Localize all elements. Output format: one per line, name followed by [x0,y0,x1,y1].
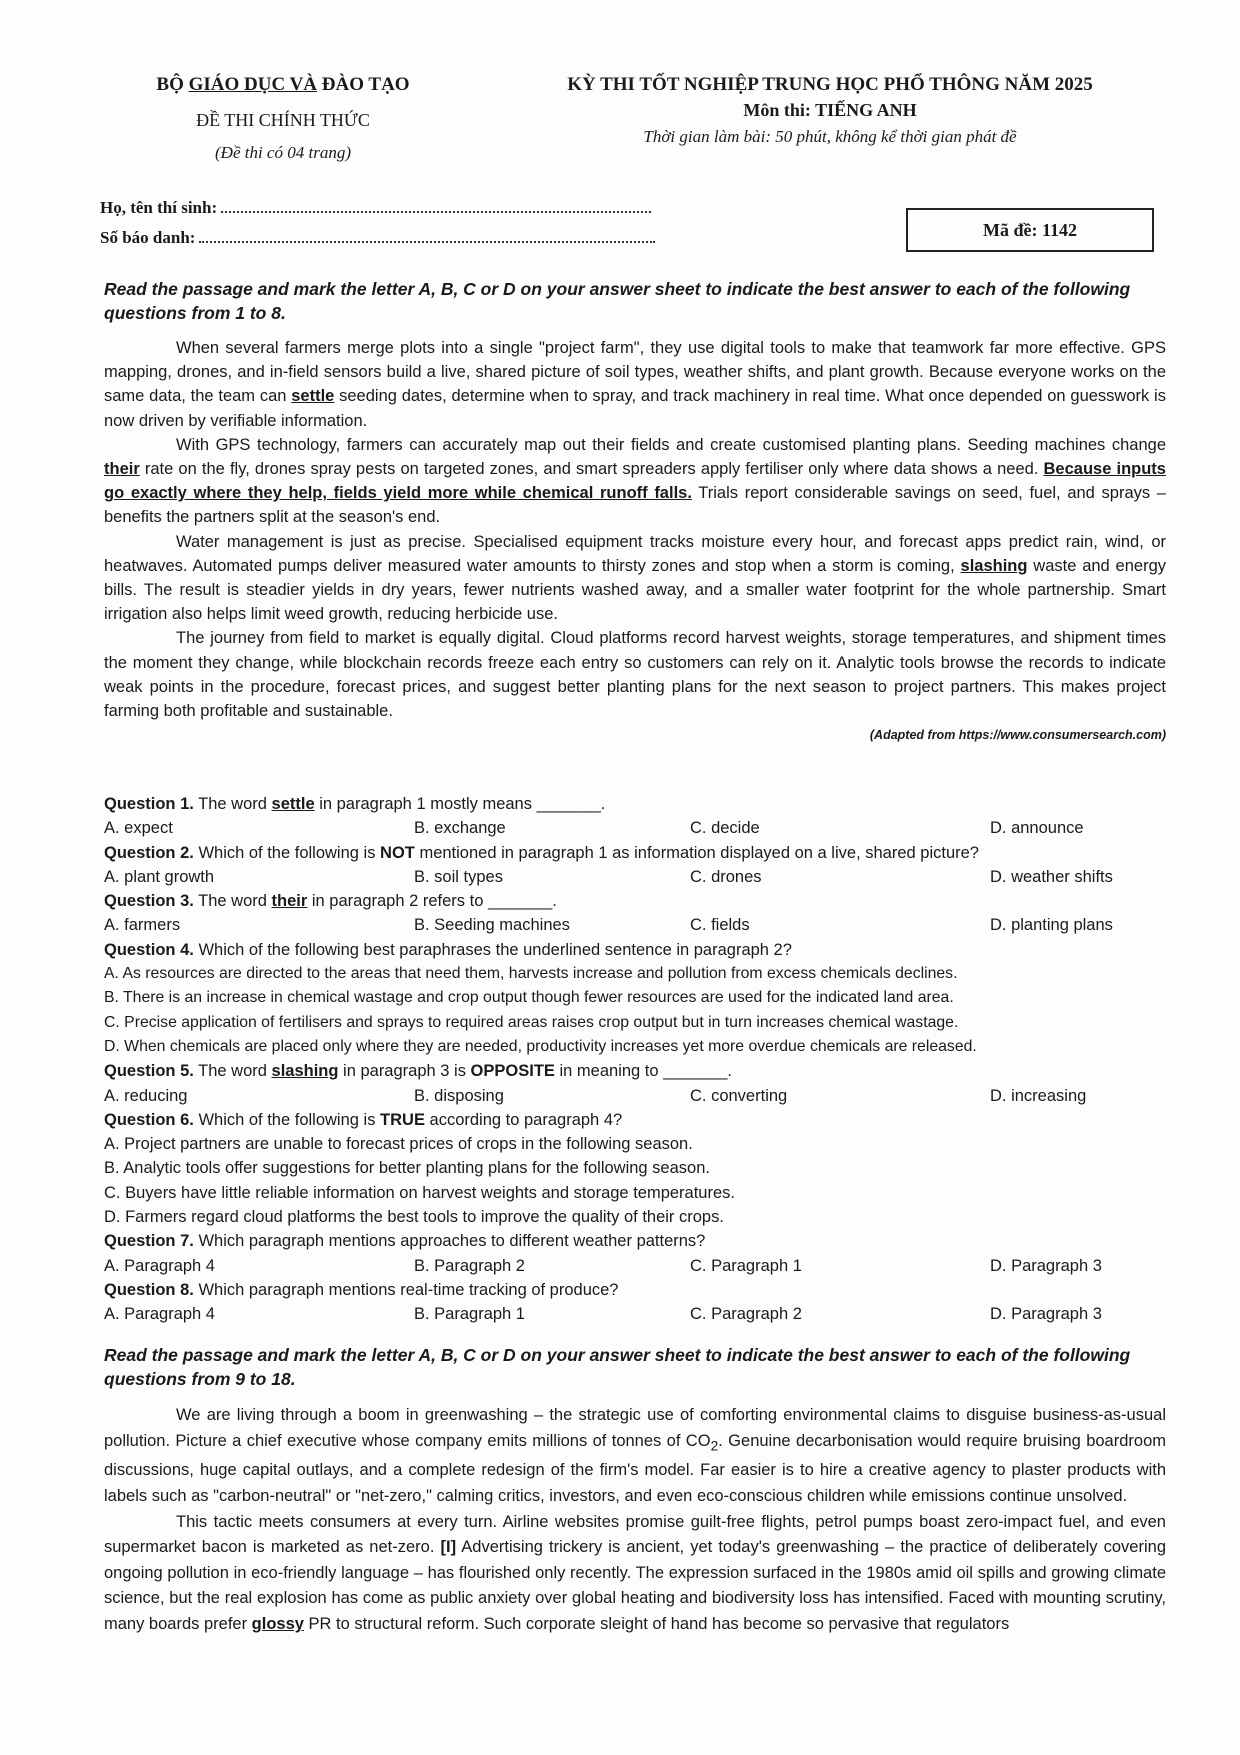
q8-option-b[interactable]: B. Paragraph 1 [414,1305,525,1324]
section2-instruction: Read the passage and mark the letter A, B, C or D on your answer sheet to indicate the best answer to each of the following questions from 9 to 18. [104,1345,1131,1389]
q5-option-b[interactable]: B. disposing [414,1086,504,1105]
passage-2 [104,1403,1166,1638]
q1-option-d[interactable]: D. announce [990,819,1084,838]
q2-option-a[interactable]: A. plant growth [104,867,215,886]
passage1-paragraph-3: Water management is just as precise. Specialised equipment tracks moisture every hour, and forecast apps predict rain, wind, or heatwaves. Automated pumps deliver measured water amounts to thirsty zones and stop when a storm is coming, slashing waste and energy bills. The result is steadier yields in dry years, fewer nutrients washed away, and a smaller water footprint for the whole partnership. Smart irrigation also helps limit weed growth, reducing herbicide use. [104,532,1166,624]
section1-instruction: Read the passage and mark the letter A, B, C or D on your answer sheet to indicate the best answer to each of the following questions from 1 to 8. [104,279,1131,323]
q2-option-d[interactable]: D. weather shifts [990,867,1113,886]
q1-option-b[interactable]: B. exchange [414,819,506,838]
q1-option-c[interactable]: C. decide [690,819,760,838]
question-2: Question 2. Which of the following is NOT mentioned in paragraph 1 as information displayed on a live, shared picture? [104,843,979,862]
question-3: Question 3. The word their in paragraph 2 refers to _______. [104,892,557,911]
passage-1 [104,336,1166,747]
q5-option-a[interactable]: A. reducing [104,1086,188,1105]
q6-option-d[interactable]: D. Farmers regard cloud platforms the best tools to improve the quality of their crops. [104,1208,724,1227]
question-6: Question 6. Which of the following is TRUE according to paragraph 4? [104,1110,623,1129]
candidate-name-field[interactable] [100,197,651,218]
q8-option-c[interactable]: C. Paragraph 2 [690,1305,802,1324]
q6-option-b[interactable]: B. Analytic tools offer suggestions for better planting plans for the following season. [104,1159,710,1178]
question-4: Question 4. Which of the following best paraphrases the underlined sentence in paragraph 2? [104,940,792,959]
q8-option-d[interactable]: D. Paragraph 3 [990,1305,1102,1324]
question-5-options [104,1084,1166,1108]
exam-code-box [906,208,1154,252]
exam-subject: Môn thi: TIẾNG ANH [743,100,917,120]
passage1-source: (Adapted from https://www.consumersearch.com) [869,728,1166,743]
q4-option-c[interactable]: C. Precise application of fertilisers and sprays to required areas raises crop output but in turn increases chemical wastage. [104,1013,959,1031]
q4-option-b[interactable]: B. There is an increase in chemical wastage and crop output though fewer resources are used for the indicated land area. [104,989,954,1007]
candidate-id-field[interactable] [100,227,655,248]
q3-option-b[interactable]: B. Seeding machines [414,916,570,935]
insertion-marker: [I] [440,1538,457,1557]
question-3-options [104,913,1166,937]
q6-option-c[interactable]: C. Buyers have little reliable information on harvest weights and storage temperatures. [104,1183,735,1202]
q7-option-b[interactable]: B. Paragraph 2 [414,1256,525,1275]
q1-option-a[interactable]: A. expect [104,819,173,838]
q8-option-a[interactable]: A. Paragraph 4 [104,1305,215,1324]
passage2-paragraph-2: This tactic meets consumers at every turn. Airline websites promise guilt-free flights, petrol pumps boast zero-impact fuel, and even supermarket bacon is marketed as net-zero. [I] Advertising trickery is ancient, yet today's greenwashing – the practice of deliberately covering ongoing pollution in eco-friendly language – has flourished only recently. The expression surfaced in the 1980s amid oil spills and growing climate science, but the real explosion has come as public anxiety over global heating and biodiversity loss has intensified. Faced with mounting scrutiny, many boards prefer glossy PR to structural reform. Such corporate sleight of hand has become so pervasive that regulators [104,1512,1166,1634]
id-dotted-line [199,227,655,243]
q4-option-d[interactable]: D. When chemicals are placed only where they are needed, productivity increases yet more overdue chemicals are released. [104,1037,977,1055]
question-2-options [104,865,1166,889]
ministry-header [118,74,448,163]
question-1: Question 1. The word settle in paragraph 1 mostly means _______. [104,795,606,813]
q3-option-a[interactable]: A. farmers [104,916,181,935]
candidate-id-label: Số báo danh: [100,228,196,247]
exam-title: KỲ THI TỐT NGHIỆP TRUNG HỌC PHỔ THÔNG NĂM 2025 [567,74,1093,95]
passage1-paragraph-1: When several farmers merge plots into a single "project farm", they use digital tools to make that teamwork far more effective. GPS mapping, drones, and in-field sensors build a live, shared picture of soil types, weather shifts, and plant growth. Because everyone works on the same data, the team can settle seeding dates, determine when to spray, and track machinery in real time. What once depended on guesswork is now driven by verifiable information. [104,339,1166,430]
q5-option-c[interactable]: C. converting [690,1086,788,1105]
question-8: Question 8. Which paragraph mentions real-time tracking of produce? [104,1280,619,1299]
exam-time: Thời gian làm bài: 50 phút, không kể thời gian phát đề [643,127,1017,146]
question-8-options [104,1302,1166,1326]
q5-option-d[interactable]: D. increasing [990,1086,1087,1105]
q3-option-d[interactable]: D. planting plans [990,916,1113,935]
passage1-paragraph-4: The journey from field to market is equally digital. Cloud platforms record harvest weights, storage temperatures, and shipment times the moment they change, while blockchain records freeze each entry so customers can rely on it. Analytic tools browse the records to indicate weak points in the procedure, forecast prices, and suggest better planting plans for the next season to project partners. This makes project farming both profitable and sustainable. [104,629,1166,721]
q7-option-a[interactable]: A. Paragraph 4 [104,1256,215,1275]
q4-option-a[interactable]: A. As resources are directed to the areas that need them, harvests increase and pollution from excess chemicals declines. [104,965,958,983]
page-count-note: (Đề thi có 04 trang) [215,143,351,162]
underlined-sentence: Because inputs go exactly where they help, fields yield more while chemical runoff falls. [104,460,1166,503]
passage1-paragraph-2: With GPS technology, farmers can accurately map out their fields and create customised planting plans. Seeding machines change their rate on the fly, drones spray pests on targeted zones, and smart spreaders apply fertiliser only where data shows a need. Because inputs go exactly where they help, fields yield more while chemical runoff falls. Trials report considerable savings on seed, fuel, and sprays – benefits the partners split at the season's end. [104,435,1166,527]
q6-option-a[interactable]: A. Project partners are unable to forecast prices of crops in the following season. [104,1135,693,1154]
q3-option-c[interactable]: C. fields [690,916,750,935]
question-5: Question 5. The word slashing in paragraph 3 is OPPOSITE in meaning to _______. [104,1062,732,1081]
q2-option-c[interactable]: C. drones [690,867,762,886]
q7-option-c[interactable]: C. Paragraph 1 [690,1256,802,1275]
exam-header [515,74,1145,147]
questions-1-8 [104,792,1166,1327]
question-7: Question 7. Which paragraph mentions approaches to different weather patterns? [104,1232,706,1251]
exam-code: Mã đề: 1142 [983,219,1077,240]
question-1-options [104,816,1166,840]
candidate-name-label: Họ, tên thí sinh: [100,198,218,217]
official-exam-label: ĐỀ THI CHÍNH THỨC [196,110,370,130]
name-dotted-line [221,197,651,213]
ministry-name: BỘ GIÁO DỤC VÀ ĐÀO TẠO [156,74,410,95]
q7-option-d[interactable]: D. Paragraph 3 [990,1256,1102,1275]
question-7-options [104,1254,1166,1278]
passage2-paragraph-1: We are living through a boom in greenwashing – the strategic use of comforting environmental claims to disguise business-as-usual pollution. Picture a chief executive whose company emits millions of tonnes of $CO_2$. Genuine decarbonisation would require bruising boardroom discussions, huge capital outlays, and a complete redesign of the firm's model. Far easier is to hire a creative agency to plaster products with labels such as "carbon-neutral" or "net-zero," calming critics, investors, and even eco-conscious children while emissions continue unsolved. [104,1406,1166,1506]
q2-option-b[interactable]: B. soil types [414,867,503,886]
